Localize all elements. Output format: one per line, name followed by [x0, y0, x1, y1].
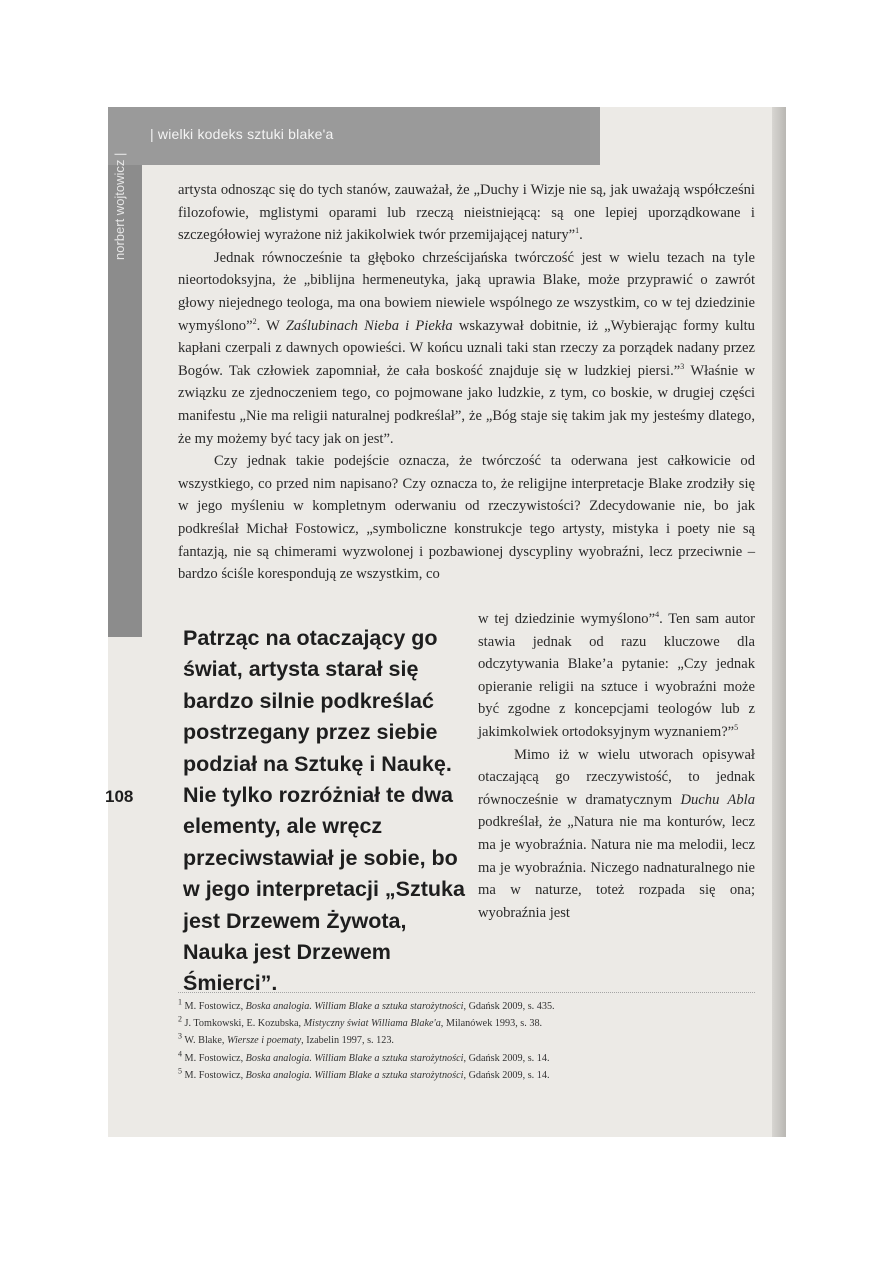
- author-name: norbert wojtowicz |: [112, 152, 127, 260]
- footnote: $^3$ W. Blake, Wiersze i poematy, Izabelin 1997, s. 123.: [178, 1032, 394, 1047]
- main-text: [178, 179, 755, 586]
- right-column-text: [478, 608, 755, 924]
- footnote-divider: [178, 992, 755, 993]
- paragraph-3: Czy jednak takie podejście oznacza, że twórczość ta oderwana jest całkowicie od wszystkiego, co przed nim napisano? Czy oznacza to, że religijne interpretacje Blake zrodziły się w jego myśleniu w kompletnym oderwaniu od rzeczywistości? Zdecydowanie nie, bo jak podkreślał Michał Fostowicz, „symboliczne konstrukcje tego artysty, mistyka i poety nie są fantazją, nie są chimerami wyzwolonej i pozbawionej dyscypliny wyobraźni, lecz przeciwnie – bardzo ściśle korespondują ze wszystkim, co: [178, 453, 755, 583]
- paragraph-2: Jednak równocześnie ta głęboko chrześcijańska twórczość jest w wielu tezach na tyle nieortodoksyjna, że „biblijna hermeneutyka, jaką uprawia Blake, może przyprawić o zawrót głowy niejednego teologa, ma ona bowiem niewiele wspólnego ze wszystkim, co w tej dziedzinie wymyślono”$^2$. W Zaślubinach Nieba i Piekła wskazywał dobitnie, iż „Wybierając formy kultu kapłani czerpali z dawnych opowieści. W końcu uznali taki stan rzeczy za porządek nadany przez Bogów. Tak człowiek zapomniał, że cała boskość znajduje się w ludzkiej piersi.”$^3$ Właśnie w związku ze zjednoczeniem tego, co pojmowane jako ludzkie, z tym, co boskie, w drugiej części manifestu „Nie ma religii naturalnej podkreślał”, że „Bóg staje się takim jak my jesteśmy dlatego, że my możemy być tacy jak on jest”.: [178, 249, 756, 447]
- paragraph-3-continued: w tej dziedzinie wymyślono”$^4$. Ten sam autor stawia jednak od razu kluczowe dla odczytywania Blake’a pytanie: „Czy jednak opieranie religii na sztuce i wyobraźni może być zgodne z koncepcjami teologów lub z jakimkolwiek ortodoksyjnym wyznaniem?”$^5$: [478, 610, 755, 740]
- footnote: $^4$ M. Fostowicz, Boska analogia. William Blake a sztuka starożytności, Gdańsk 2009, s. 14.: [178, 1049, 550, 1064]
- paragraph-4: Mimo iż w wielu utworach opisywał otaczającą go rzeczywistość, to jednak równocześnie w dramatycznym Duchu Abla podkreślał, że „Natura nie ma konturów, lecz ma je wyobraźnia. Natura nie ma melodii, lecz ma je wyobraźnia. Niczego nadnaturalnego nie ma w naturze, toteż rozpada się ona; wyobraźnia jest: [478, 746, 755, 921]
- footnote: $^2$ J. Tomkowski, E. Kozubska, Mistyczny świat Williama Blake'a, Milanówek 1993, s. 38.: [178, 1014, 543, 1030]
- running-header: | wielki kodeks sztuki blake'a: [150, 126, 334, 142]
- footnote: $^5$ M. Fostowicz, Boska analogia. William Blake a sztuka starożytności, Gdańsk 2009, s. 14.: [178, 1066, 550, 1081]
- page-number: 108: [105, 787, 134, 806]
- pull-quote: Patrząc na otaczający go świat, artysta starał się bardzo silnie podkreślać postrzegany przez siebie podział na Sztukę i Naukę. Nie tylko rozróżniał te dwa elementy, ale wręcz przeciwstawiał je sobie, bo w jego interpretacji „Sztuka jest Drzewem Żywota, Nauka jest Drzewem Śmierci”.: [183, 626, 465, 996]
- footnotes: [178, 998, 755, 1084]
- paragraph-1: artysta odnosząc się do tych stanów, zauważał, że „Duchy i Wizje nie są, jak uważają współcześni filozofowie, mglistymi oparami lub rzeczą nieistniejącą: są one lepiej uporządkowane i szczegółowiej wyrażone niż jakikolwiek twór przemijającej natury”$^1$.: [178, 182, 755, 244]
- page-edge-shadow: [772, 107, 786, 1137]
- footnote: $^1$ M. Fostowicz, Boska analogia. William Blake a sztuka starożytności, Gdańsk 2009, s. 435.: [178, 997, 555, 1012]
